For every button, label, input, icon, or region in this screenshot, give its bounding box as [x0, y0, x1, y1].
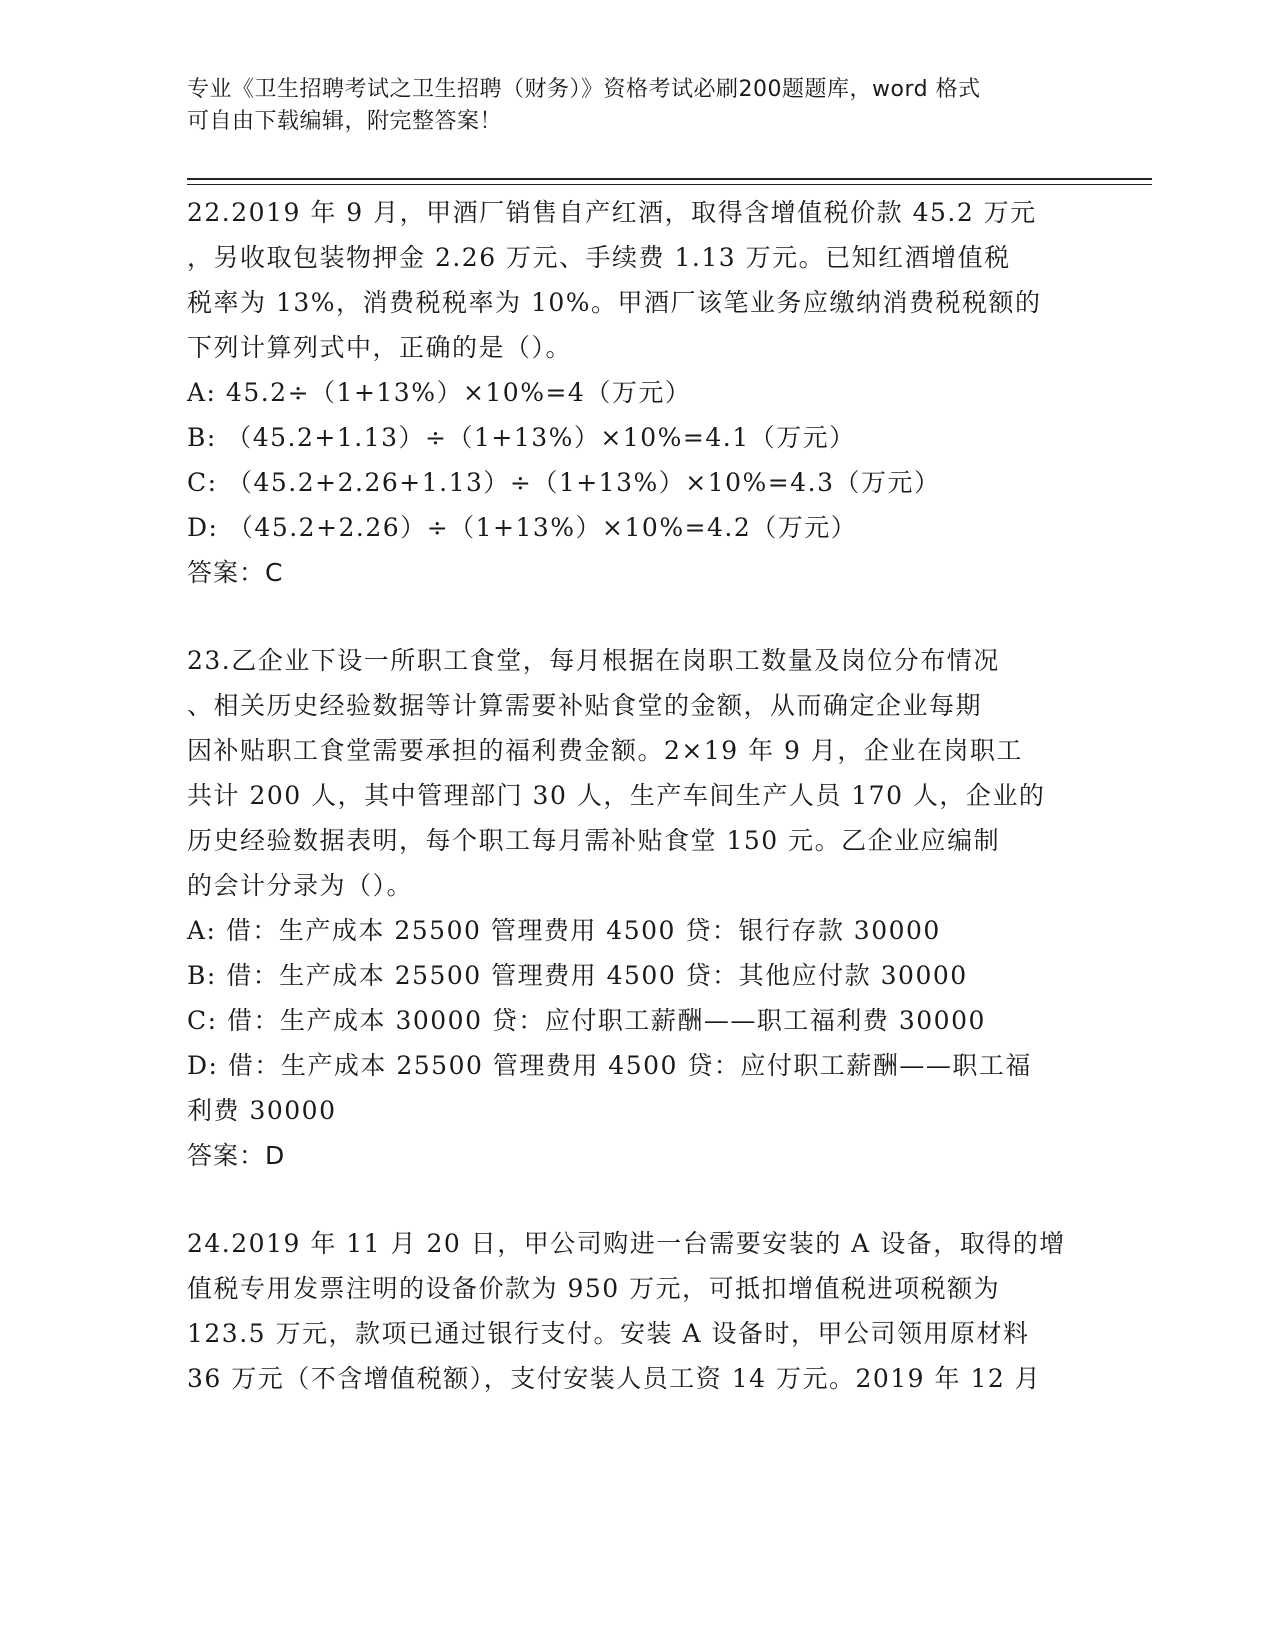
question-stem-line: 因补贴职工食堂需要承担的福利费金额。2×19 年 9 月，企业在岗职工 [187, 736, 1023, 765]
question-stem-line: ，另收取包装物押金 2.26 万元、手续费 1.13 万元。已知红酒增值税 [187, 243, 1011, 272]
document-header [187, 74, 1067, 138]
question-stem-line: 值税专用发票注明的设备价款为 950 万元，可抵扣增值税进项税额为 [187, 1274, 1001, 1303]
option-c: C: （45.2+2.26+1.13）÷（1+13%）×10%=4.3（万元） [187, 468, 941, 497]
option-d: D: （45.2+2.26）÷（1+13%）×10%=4.2（万元） [187, 513, 858, 542]
option-a: A: 45.2÷（1+13%）×10%=4（万元） [187, 378, 692, 407]
answer-label: 答案：D [187, 1141, 286, 1170]
question-stem-line: 23.乙企业下设一所职工食堂，每月根据在岗职工数量及岗位分布情况 [187, 646, 1000, 675]
question-stem-line: 123.5 万元，款项已通过银行支付。安装 A 设备时，甲公司领用原材料 [187, 1319, 1030, 1348]
question-stem-line: 22.2019 年 9 月，甲酒厂销售自产红酒，取得含增值税价款 45.2 万元 [187, 198, 1037, 227]
question-list [187, 190, 1077, 1444]
answer-label: 答案：C [187, 558, 284, 587]
question-23 [187, 638, 1077, 1178]
option-b: B: （45.2+1.13）÷（1+13%）×10%=4.1（万元） [187, 423, 856, 452]
question-stem-line: 下列计算列式中，正确的是（）。 [187, 333, 573, 362]
question-stem-line: 、相关历史经验数据等计算需要补贴食堂的金额，从而确定企业每期 [187, 691, 983, 720]
question-stem-line: 24.2019 年 11 月 20 日，甲公司购进一台需要安装的 A 设备，取得的增 [187, 1229, 1066, 1258]
header-title-line-2: 可自由下载编辑，附完整答案！ [187, 109, 503, 134]
option-d: D: 借：生产成本 25500 管理费用 4500 贷：应付职工薪酬——职工福 [187, 1051, 1032, 1080]
question-22 [187, 190, 1077, 595]
option-d-continued: 利费 30000 [187, 1096, 337, 1125]
header-title-line-1: 专业《卫生招聘考试之卫生招聘（财务）》资格考试必刷200题题库，word 格式 [187, 77, 981, 102]
option-b: B: 借：生产成本 25500 管理费用 4500 贷：其他应付款 30000 [187, 961, 968, 990]
question-stem-line: 的会计分录为（）。 [187, 871, 414, 900]
question-stem-line: 税率为 13%，消费税税率为 10%。甲酒厂该笔业务应缴纳消费税税额的 [187, 288, 1042, 317]
header-divider-thick [187, 178, 1152, 180]
question-stem-line: 历史经验数据表明，每个职工每月需补贴食堂 150 元。乙企业应编制 [187, 826, 1001, 855]
option-c: C: 借：生产成本 30000 贷：应付职工薪酬——职工福利费 30000 [187, 1006, 986, 1035]
header-divider-thin [187, 184, 1152, 185]
question-stem-line: 36 万元（不含增值税额），支付安装人员工资 14 万元。2019 年 12 月 [187, 1364, 1042, 1393]
question-stem-line: 共计 200 人，其中管理部门 30 人，生产车间生产人员 170 人，企业的 [187, 781, 1046, 810]
option-a: A: 借：生产成本 25500 管理费用 4500 贷：银行存款 30000 [187, 916, 941, 945]
question-24 [187, 1221, 1077, 1401]
